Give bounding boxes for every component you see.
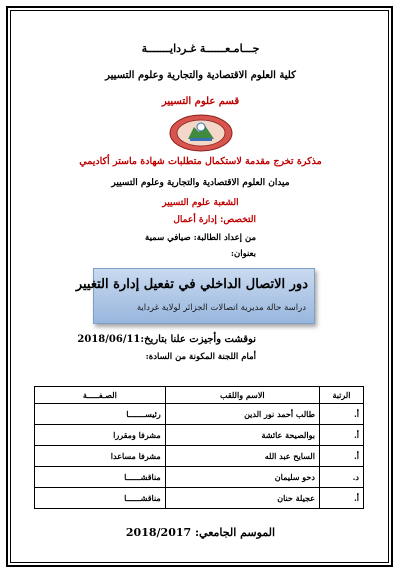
table-row: [35, 467, 364, 488]
thesis-title: دور الاتصال الداخلي في تفعيل إدارة التغيير: [75, 277, 308, 292]
jury-rank: أ.: [319, 425, 363, 446]
university-name: جـــامـعــــــة غـردايـــــــة: [141, 42, 260, 55]
jury-rank: د.: [319, 467, 363, 488]
department-name: قسم علوم التسيير: [161, 96, 240, 107]
jury-name: دحو سليمان: [165, 467, 319, 488]
table-row: [35, 404, 364, 425]
jury-status: مشرفا ومقررا: [35, 425, 166, 446]
memo-specialty: التخصص: إدارة أعمال: [173, 215, 256, 225]
jury-table: [34, 386, 364, 509]
jury-header-row: [35, 387, 364, 404]
faculty-name: كلية العلوم الاقتصادية والتجارية وعلوم التسيير: [105, 70, 296, 81]
defense-committee: أمام اللجنة المكونة من السادة:: [145, 352, 256, 362]
university-logo-icon: [168, 113, 234, 153]
header-status: الصـفـــــة: [35, 387, 166, 404]
memo-branch: الشعبة علوم التسيير: [162, 198, 239, 208]
jury-status: مناقشــــــا: [35, 488, 166, 509]
jury-name: عجيلة حنان: [165, 488, 319, 509]
jury-status: مناقشــــــا: [35, 467, 166, 488]
memo-description: مذكرة تخرج مقدمة لاستكمال متطلبات شهادة ماستر أكاديمي: [79, 156, 322, 167]
jury-rank: أ.: [319, 404, 363, 425]
header-name: الاسم واللقب: [165, 387, 319, 404]
jury-name: طالب أحمد نور الدين: [165, 404, 319, 425]
jury-rank: أ.: [319, 488, 363, 509]
table-row: [35, 425, 364, 446]
memo-title-label: بعنوان:: [230, 249, 256, 259]
defense-date: نوقشت وأجيزت علنا بتاريخ:2018/06/11: [77, 334, 256, 345]
jury-name: السايح عبد الله: [165, 446, 319, 467]
jury-status: مشرفا مساعدا: [35, 446, 166, 467]
table-row: [35, 488, 364, 509]
table-row: [35, 446, 364, 467]
jury-status: رئيســـــــا: [35, 404, 166, 425]
thesis-subtitle: دراسة حالة مديرية اتصالات الجزائر لولاية غرداية: [136, 303, 306, 313]
thesis-title-banner: [75, 268, 315, 324]
memo-field: ميدان العلوم الاقتصادية والتجارية وعلوم التسيير: [111, 178, 290, 188]
memo-student: من إعداد الطالبة: صيافي سمية: [145, 233, 256, 243]
academic-season: الموسم الجامعي: 2018/2017: [125, 526, 276, 539]
jury-name: بوالصيحة عائشة: [165, 425, 319, 446]
header-rank: الرتبة: [319, 387, 363, 404]
jury-rank: أ.: [319, 446, 363, 467]
